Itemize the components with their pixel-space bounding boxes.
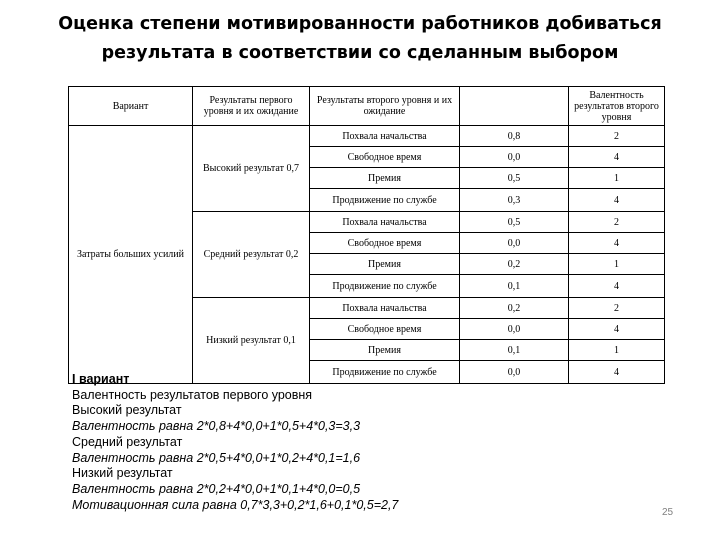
- valence-cell: 4: [569, 189, 665, 212]
- notes-heading: I вариант: [72, 372, 130, 386]
- table-header-row: [69, 87, 665, 126]
- notes-line: Валентность результатов первого уровня: [72, 387, 313, 402]
- notes-formula: Валентность равна 2*0,8+4*0,0+1*0,5+4*0,3=3,3: [72, 419, 361, 434]
- probability-cell: 0,2: [460, 298, 569, 319]
- calculation-notes: [72, 372, 398, 513]
- second-level-cell: Премия: [310, 340, 460, 361]
- table-row: [69, 126, 665, 147]
- title-line-2: результата в соответствии со сделанным выбором: [101, 43, 619, 63]
- probability-cell: 0,5: [460, 168, 569, 189]
- second-level-cell: Похвала начальства: [310, 298, 460, 319]
- header-variant: Вариант: [69, 87, 193, 126]
- probability-cell: 0,0: [460, 319, 569, 340]
- probability-cell: 0,1: [460, 275, 569, 298]
- first-level-cell: Средний результат 0,2: [193, 212, 310, 298]
- second-level-cell: Свободное время: [310, 319, 460, 340]
- probability-cell: 0,5: [460, 212, 569, 233]
- header-probability: [460, 87, 569, 126]
- notes-line: Низкий результат: [72, 466, 173, 481]
- header-valence: Валентность результатов второго уровня: [569, 87, 665, 126]
- probability-cell: 0,1: [460, 340, 569, 361]
- valence-cell: 1: [569, 168, 665, 189]
- notes-formula: Валентность равна 2*0,5+4*0,0+1*0,2+4*0,1=1,6: [72, 450, 361, 465]
- probability-cell: 0,0: [460, 361, 569, 384]
- second-level-cell: Премия: [310, 254, 460, 275]
- valence-cell: 1: [569, 254, 665, 275]
- valence-cell: 2: [569, 212, 665, 233]
- second-level-cell: Свободное время: [310, 147, 460, 168]
- second-level-cell: Свободное время: [310, 233, 460, 254]
- motivation-table: [68, 86, 665, 384]
- second-level-cell: Премия: [310, 168, 460, 189]
- variant-cell: Затраты больших усилий: [69, 126, 193, 384]
- notes-line: Высокий результат: [72, 403, 182, 418]
- probability-cell: 0,8: [460, 126, 569, 147]
- probability-cell: 0,0: [460, 233, 569, 254]
- valence-cell: 4: [569, 361, 665, 384]
- second-level-cell: Похвала начальства: [310, 212, 460, 233]
- second-level-cell: Продвижение по службе: [310, 275, 460, 298]
- page-number: 25: [662, 507, 674, 518]
- valence-cell: 4: [569, 147, 665, 168]
- valence-cell: 4: [569, 319, 665, 340]
- valence-cell: 4: [569, 275, 665, 298]
- probability-cell: 0,2: [460, 254, 569, 275]
- first-level-cell: Низкий результат 0,1: [193, 298, 310, 384]
- title-line-1: Оценка степени мотивированности работников добиваться: [58, 14, 662, 34]
- second-level-cell: Продвижение по службе: [310, 189, 460, 212]
- probability-cell: 0,0: [460, 147, 569, 168]
- valence-cell: 4: [569, 233, 665, 254]
- header-first-level: Результаты первого уровня и их ожидание: [193, 87, 310, 126]
- valence-cell: 2: [569, 298, 665, 319]
- probability-cell: 0,3: [460, 189, 569, 212]
- header-second-level: Результаты второго уровня и их ожидание: [310, 87, 460, 126]
- valence-cell: 2: [569, 126, 665, 147]
- valence-cell: 1: [569, 340, 665, 361]
- second-level-cell: Продвижение по службе: [310, 361, 460, 384]
- first-level-cell: Высокий результат 0,7: [193, 126, 310, 212]
- notes-formula: Мотивационная сила равна 0,7*3,3+0,2*1,6+0,1*0,5=2,7: [72, 497, 399, 512]
- second-level-cell: Похвала начальства: [310, 126, 460, 147]
- notes-formula: Валентность равна 2*0,2+4*0,0+1*0,1+4*0,0=0,5: [72, 481, 361, 496]
- notes-line: Средний результат: [72, 434, 183, 449]
- slide-title: [0, 10, 720, 68]
